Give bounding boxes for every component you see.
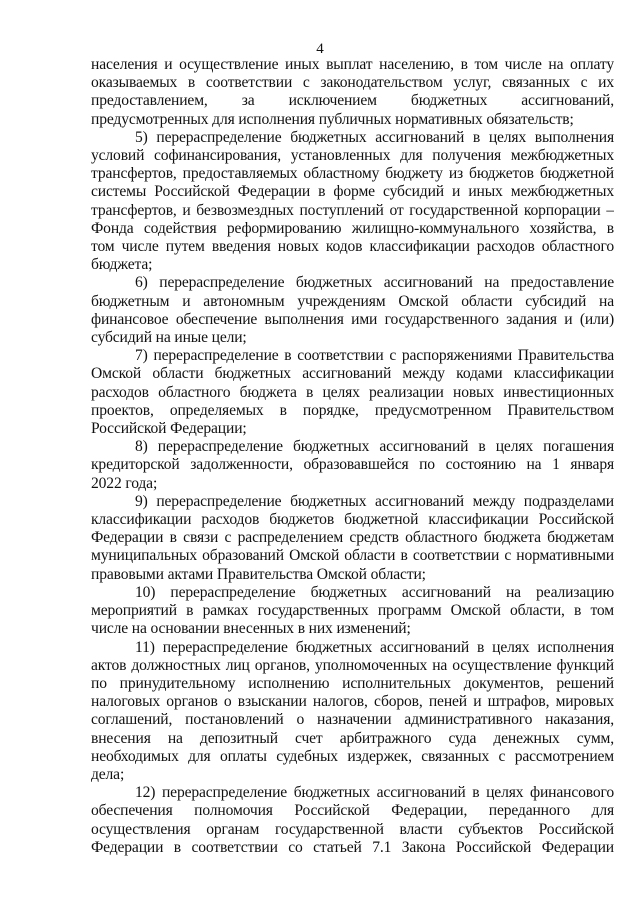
text-line: 2022 года;	[91, 474, 158, 492]
paragraph-p8	[91, 438, 614, 493]
text-line: предоставлением, за исключением бюджетных ассигнований,	[91, 92, 614, 110]
text-line: обеспечения полномочия Российской Федерации, переданного для	[91, 802, 614, 820]
text-line: правовыми актами Правительства Омской области;	[91, 565, 426, 583]
text-line: мероприятий в рамках государственных программ Омской области, в том	[91, 602, 614, 620]
text-line: 6) перераспределение бюджетных ассигнований на предоставление	[135, 274, 614, 292]
page-number: 4	[316, 41, 324, 57]
text-line: оказываемых в соответствии с законодательством услуг, связанных с их	[91, 74, 614, 92]
text-line: классификации расходов бюджетов бюджетной классификации Российской	[91, 511, 614, 529]
text-line: Фонда содействия реформированию жилищно-коммунального хозяйства, в	[91, 219, 614, 237]
text-line: актов должностных лиц органов, уполномоченных на осуществление функций	[91, 656, 614, 674]
text-line: проектов, определяемых в порядке, предусмотренном Правительством	[91, 401, 614, 419]
paragraph-p12	[91, 784, 614, 857]
text-line: 5) перераспределение бюджетных ассигнований в целях выполнения	[135, 128, 614, 146]
text-line: Федерации в связи с распределением средств областного бюджета бюджетам	[91, 529, 614, 547]
text-line: муниципальных образований Омской области в соответствии с нормативными	[91, 547, 614, 565]
text-line: предусмотренных для исполнения публичных нормативных обязательств;	[91, 110, 574, 128]
text-line: бюджетным и автономным учреждениям Омской области субсидий на	[91, 292, 614, 310]
text-line: том числе путем введения новых кодов классификации расходов областного	[91, 238, 614, 256]
paragraph-p6	[91, 274, 614, 347]
paragraph-p5	[91, 129, 614, 275]
text-line: трансфертов, предоставляемых областному бюджету из бюджетов бюджетной	[91, 165, 614, 183]
document-body	[91, 56, 614, 857]
paragraph-p9	[91, 493, 614, 584]
paragraph-p10	[91, 584, 614, 639]
text-line: осуществления органам государственной власти субъектов Российской	[91, 820, 614, 838]
text-line: кредиторской задолженности, образовавшейся по состоянию на 1 января	[91, 456, 614, 474]
text-line: 7) перераспределение в соответствии с распоряжениями Правительства	[135, 347, 614, 365]
text-line: бюджета;	[91, 256, 153, 274]
text-line: Федерации в соответствии со статьей 7.1 Закона Российской Федерации	[91, 838, 614, 856]
text-line: Омской области бюджетных ассигнований между кодами классификации	[91, 365, 614, 383]
text-line: системы Российской Федерации в форме субсидий и иных межбюджетных	[91, 183, 614, 201]
paragraph-p11	[91, 639, 614, 785]
text-line: Российской Федерации;	[91, 420, 247, 438]
text-line: по принудительному исполнению исполнительных документов, решений	[91, 674, 614, 692]
text-line: 8) перераспределение бюджетных ассигнований в целях погашения	[135, 438, 614, 456]
text-line: 10) перераспределение бюджетных ассигнований на реализацию	[135, 583, 614, 601]
text-line: трансфертов, и безвозмездных поступлений от государственной корпорации –	[91, 201, 614, 219]
text-line: условий софинансирования, установленных для получения межбюджетных	[91, 147, 614, 165]
text-line: числе на основании внесенных в них изменений;	[91, 620, 411, 638]
text-line: населения и осуществление иных выплат населению, в том числе на оплату	[91, 56, 614, 73]
text-line: соглашений, постановлений о назначении административного наказания,	[91, 711, 614, 729]
text-line: внесения на депозитный счет арбитражного суда денежных сумм,	[91, 729, 614, 747]
text-line: 9) перераспределение бюджетных ассигнований между подразделами	[135, 492, 614, 510]
text-line: субсидий на иные цели;	[91, 329, 247, 347]
text-line: финансовое обеспечение выполнения ими государственного задания и (или)	[91, 310, 614, 328]
text-line: налоговых органов о взыскании налогов, сборов, пеней и штрафов, мировых	[91, 693, 614, 711]
text-line: дела;	[91, 765, 125, 783]
paragraph-p7	[91, 347, 614, 438]
text-line: 11) перераспределение бюджетных ассигнований в целях исполнения	[135, 638, 614, 656]
text-line: необходимых для оплаты судебных издержек, связанных с рассмотрением	[91, 747, 614, 765]
paragraph-p0	[91, 56, 614, 129]
text-line: 12) перераспределение бюджетных ассигнований в целях финансового	[135, 784, 614, 802]
text-line: расходов областного бюджета в целях реализации новых инвестиционных	[91, 383, 614, 401]
